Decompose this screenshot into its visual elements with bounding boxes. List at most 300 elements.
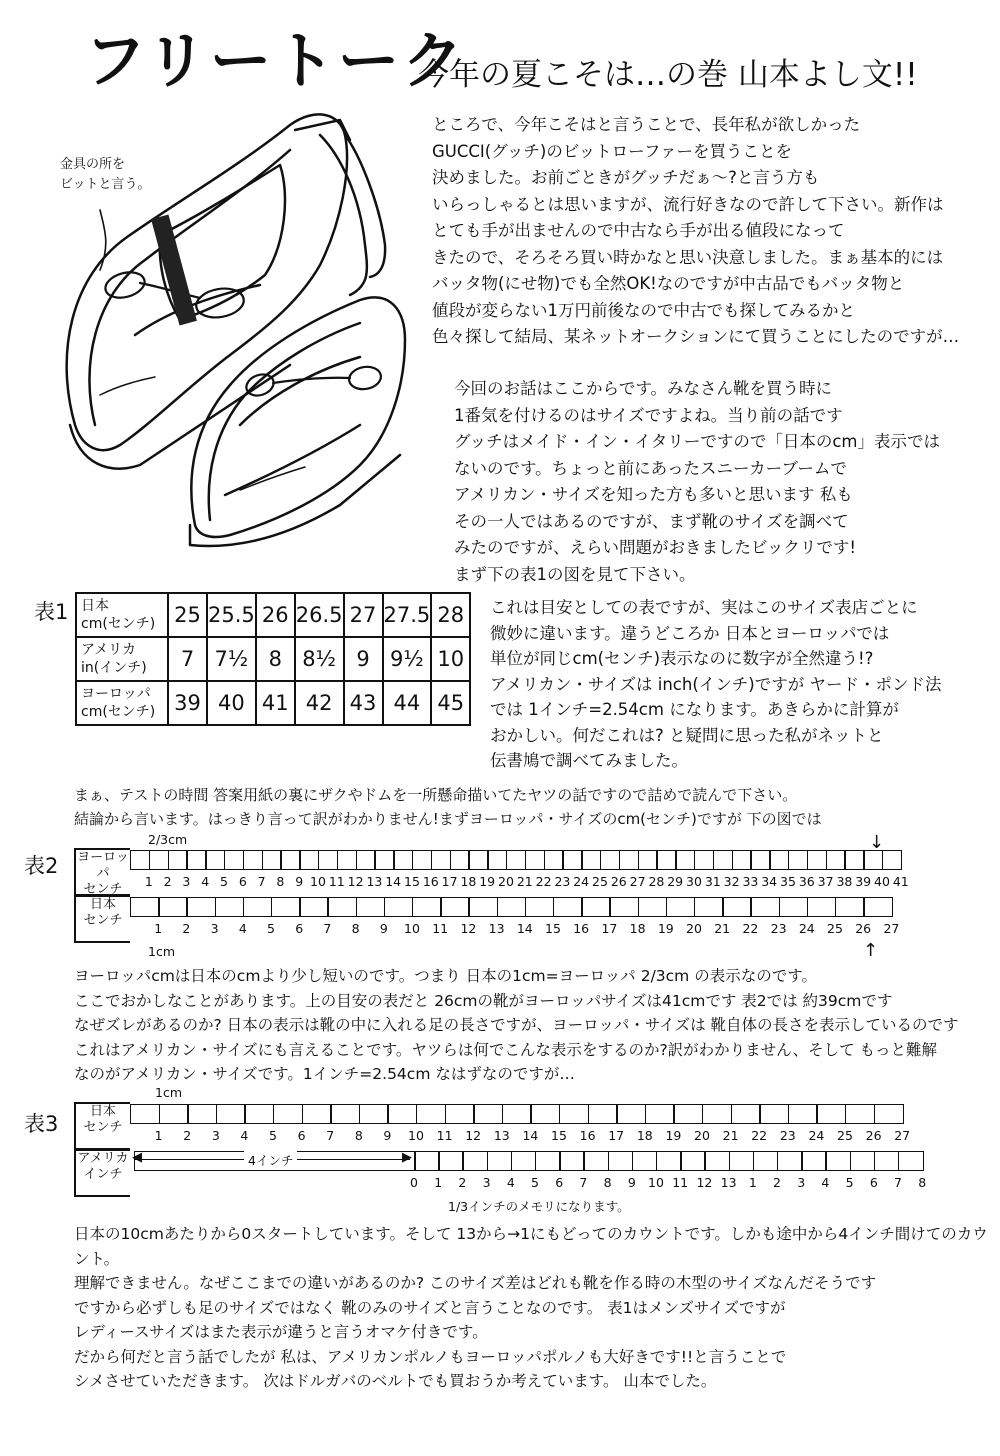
label-line: ヨーロッパ [77,850,129,881]
ruler-tick-label: 7 [326,1128,335,1143]
ruler-tick-label: 13 [488,921,505,936]
ruler-tick-label: 7 [894,1175,902,1190]
size-table [75,592,471,726]
euro-label [74,848,130,896]
ruler-cell [497,897,527,917]
ruler-cell [502,1104,532,1124]
ruler-tick-label: 13 [493,1128,510,1143]
ruler-cell [638,850,658,870]
ruler-cell [788,850,808,870]
ruler-tick-label: 18 [636,1128,653,1143]
ruler-tick-label: 18 [629,921,646,936]
ruler-tick-label: 16 [573,921,590,936]
ruler-tick-label: 3 [482,1175,491,1190]
ruler-cell [158,897,188,917]
row-header-line: 日本 [81,598,109,614]
ruler-tick-label: 24 [798,921,815,936]
ruler-cell [130,897,160,917]
ruler-cell [544,850,564,870]
text-line: 理解できません。なぜここまでの違いがあるのか? このサイズ差はどれも靴を作る時の木型のサイズなんだそうです [74,1274,877,1292]
ruler-tick-label: 20 [498,874,514,889]
text-line: グッチはメイド・イン・イタリーですので「日本のcm」表示では [454,432,940,451]
japan-ruler [130,1102,911,1148]
ruler-cell [874,1104,904,1124]
ruler-cell [588,1104,618,1124]
ruler-tick-label: 15 [404,874,420,889]
ruler-cell [302,1104,332,1124]
ruler-cell [645,1104,675,1124]
ruler-cell [384,897,414,917]
ruler-cell [244,1104,274,1124]
ruler-cell [438,1151,464,1171]
ruler-tick-label: 21 [714,921,731,936]
ruler-cell [722,897,752,917]
table-cell: 9½ [383,637,432,681]
ruler-cell [863,850,883,870]
ruler-cell [731,1104,761,1124]
ruler-tick-label: 21 [516,874,533,889]
text-line: シメさせていただきます。 次はドルガバのベルトでも買おうか考えています。 山本でした。 [74,1372,717,1390]
ruler-cell [356,850,376,870]
table-cell: 8 [256,637,295,681]
ruler-cell [327,897,357,917]
ruler-cell [673,1104,703,1124]
table-cell: 8½ [295,637,344,681]
span-label: 4インチ [244,1151,297,1169]
ruler-cell [750,897,780,917]
ruler-cell [581,850,601,870]
ruler-tick-label: 6 [555,1175,564,1190]
ruler-cell [359,1104,389,1124]
ruler-cell [656,1151,682,1171]
us-ruler-note: 1/3インチのメモリになります。 [448,1199,630,1214]
ruler-cell [769,850,789,870]
ruler-tick-label: 1 [748,1175,757,1190]
ruler-tick-label: 20 [686,921,702,936]
ruler-tick-label: 5 [531,1175,539,1190]
text-line: 値段が変らない1万円前後なので中古でも探してみるかと [432,300,855,320]
ruler-tick-label: 11 [432,921,449,936]
text-line: ヨーロッパcmは日本のcmより少し短いのです。つまり 日本の1cm=ヨーロッパ 2/3cm の表示なのです。 [74,967,817,985]
ruler-tick-label: 23 [554,874,571,889]
ruler-tick-label: 2 [182,921,191,936]
ruler-cell [262,850,282,870]
ruler-cell [511,1151,537,1171]
ruler-tick-label: 4 [240,1128,249,1143]
ruler-cell [702,1104,732,1124]
text-line: その一人ではあるのですが、まず靴のサイズを調べて [454,511,849,531]
ruler-tick-label: 16 [579,1128,596,1143]
ruler-tick-label: 1 [144,874,153,889]
ruler-tick-label: 29 [667,874,684,889]
text-line: だから何だと言う話でしたが 私は、アメリカンポルノもヨーロッパポルノも大好きです!!と言うことで [74,1347,787,1366]
ruler-tick-label: 33 [742,874,759,889]
ruler-tick-label: 6 [869,1175,878,1190]
ruler-cell [619,850,639,870]
ruler-cell [732,850,752,870]
ruler-cell [525,850,545,870]
ruler-cell [356,897,386,917]
table-row [76,593,470,637]
table-cell: 39 [168,681,207,725]
ruler-cell [750,850,770,870]
ruler-tick-label: 9 [379,921,388,936]
ruler-cell [616,1104,646,1124]
us-label [74,1149,130,1197]
ruler-cell [583,1151,609,1171]
text-line: GUCCI(グッチ)のビットローファーを買うことを [432,141,793,161]
ruler-tick-label: 1 [154,1128,163,1143]
ruler-tick-label: 28 [648,874,665,889]
text-line: では 1インチ=2.54cm になります。あきらかに計算が [490,700,899,719]
ruler-tick-label: 25 [592,874,608,889]
ruler-tick-label: 27 [894,1128,911,1143]
text-line: きたので、そろそろ買い時かなと思い決意しました。まぁ基本的には [432,247,944,267]
ruler-tick-label: 5 [845,1175,854,1190]
text-line: ここでおかしなことがあります。上の目安の表だと 26cmの靴がヨーロッパサイズは41cmです 表2では 約39cmです [74,991,893,1010]
ruler-cell [186,897,216,917]
ruler-tick-label: 17 [441,874,458,889]
table-cell: 26 [256,593,295,637]
label-line: センチ [83,913,123,928]
ruler-cell [713,850,733,870]
ruler-cell [535,1151,561,1171]
ruler-tick-label: 8 [351,921,360,936]
ruler-tick-label: 7 [579,1175,588,1190]
ruler-cell [632,1151,658,1171]
table-cell: 25 [168,593,207,637]
ruler-tick-label: 22 [742,921,759,936]
ruler-tick-label: 3 [211,1128,220,1143]
ruler-tick-label: 9 [295,874,304,889]
text-line: 決めました。お前ごときがグッチだぁ〜?と言う方も [432,168,820,187]
ruler-cell [759,1104,789,1124]
ruler-cell [801,1151,827,1171]
label-line: インチ [83,1167,123,1182]
ruler-cell [299,897,329,917]
bit-annotation [60,155,150,195]
text-line: まぁ、テストの時間 答案用紙の裏にザクやドムを一所懸命描いてたヤツの話ですので詰めで読んで下さい。 [74,786,798,804]
ruler-cell [216,1104,246,1124]
ruler-cell [374,850,394,870]
ruler-tick-label: 3 [210,921,219,936]
text-line: とても手が出ませんので中古なら手が出る値段になって [432,221,845,240]
ruler-tick-label: 23 [770,921,787,936]
ruler-tick-label: 31 [704,874,721,889]
annotation-line: 金具の所を [60,157,126,172]
label-line: 日本 [89,1104,116,1119]
ruler-tick-label: 12 [465,1128,482,1143]
table-cell: 40 [207,681,256,725]
ruler-cell [130,1104,160,1124]
ruler-cell [243,850,263,870]
ruler-cell [468,850,488,870]
ruler-cell [416,1104,446,1124]
ruler-tick-label: 15 [545,921,561,936]
intro-paragraph [432,112,959,351]
table-cell: 44 [383,681,432,725]
table2-unit-top: 2/3cm [148,832,188,847]
text-line: バッタ物(にせ物)でも全然OK!なのですが中古品でもバッタ物と [432,274,905,293]
ruler-tick-label: 2 [458,1175,467,1190]
text-line: アメリカン・サイズを知った方も多いと思います 私も [454,485,853,504]
ruler-cell [788,1104,818,1124]
ruler-cell [187,1104,217,1124]
label-line: アメリカ [77,1151,129,1166]
ruler-tick-label: 5 [269,1128,277,1143]
ruler-cell [807,850,827,870]
ruler-tick-label: 13 [366,874,383,889]
label-line: センチ [83,1120,123,1135]
table3-unit-top: 1cm [155,1085,183,1100]
ruler-tick-label: 23 [779,1128,796,1143]
ruler-cell [874,1151,900,1171]
ruler-tick-label: 5 [220,874,228,889]
ruler-tick-label: 20 [694,1128,710,1143]
ruler-cell [318,850,338,870]
ruler-cell [675,850,695,870]
table-cell: 41 [256,681,295,725]
ruler-cell [445,1104,475,1124]
ruler-cell [608,1151,634,1171]
table-cell: 45 [431,681,470,725]
ruler-cell [487,1151,513,1171]
ruler-tick-label: 37 [817,874,834,889]
ruler-cell [159,1104,189,1124]
conclusion-paragraph [74,1222,1000,1394]
ruler-tick-label: 26 [610,874,627,889]
ruler-cell [807,897,837,917]
ruler-tick-label: 7 [323,921,332,936]
ruler-tick-label: 1 [154,921,163,936]
text-line: これはアメリカン・サイズにも言えることです。ヤツらは何でこんな表示をするのか?訳がわかりません、そして もっと難解 [74,1040,938,1059]
table-cell: 27.5 [383,593,432,637]
ruler-cell [704,1151,730,1171]
japan-label [74,895,130,943]
ruler-tick-label: 2 [163,874,172,889]
table-cell: 28 [431,593,470,637]
ruler-tick-label: 2 [183,1128,192,1143]
ruler-cell [559,1104,589,1124]
label-line: 日本 [89,897,116,912]
ruler-cell [562,850,582,870]
ruler-tick-label: 16 [422,874,439,889]
ruler-cell [506,850,526,870]
text-line: 結論から言います。はっきり言って訳がわかりません!まずヨーロッパ・サイズのcm(センチ)ですが 下の図では [74,810,822,828]
table-cell: 9 [344,637,383,681]
ruler-cell [609,897,639,917]
ruler-tick-label: 14 [516,921,533,936]
ruler-cell [656,850,676,870]
ruler-cell [215,897,245,917]
text-line: 1番気を付けるのはサイズですよね。当り前の話です [454,405,843,425]
text-line: いらっしゃるとは思いますが、流行好きなので許して下さい。新作は [432,194,944,214]
text-line: 色々探して結局、某ネットオークションにて買うことにしたのですが… [432,327,960,346]
text-line: 単位が同じcm(センチ)表示なのに数字が全然違う!? [490,649,874,668]
ruler-cell [168,850,188,870]
ruler-tick-label: 24 [573,874,590,889]
ruler-tick-label: 15 [551,1128,567,1143]
ruler-tick-label: 25 [827,921,843,936]
ruler-cell [863,897,893,917]
text-line: ですから必ずしも足のサイズではなく 靴のみのサイズと言うことなのです。 表1はメンズサイズですが [74,1298,786,1317]
ruler-cell [412,897,442,917]
ruler-tick-label: 8 [354,1128,363,1143]
ruler-tick-label: 12 [347,874,364,889]
ruler-tick-label: 38 [836,874,853,889]
ruler-cell [473,1104,503,1124]
ruler-tick-label: 19 [665,1128,682,1143]
text-line: ところで、今年こそはと言うことで、長年私が欲しかった [432,115,861,134]
ruler-cell [826,850,846,870]
ruler-tick-label: 17 [608,1128,625,1143]
row-header [76,637,168,681]
page-title: フリートーク [84,24,466,97]
ruler-tick-label: 34 [761,874,778,889]
row-header [76,593,168,637]
text-line: まず下の表1の図を見て下さい。 [454,564,696,584]
table-cell: 7½ [207,637,256,681]
explanation-middle [74,964,959,1087]
ruler-cell [224,850,244,870]
ruler-tick-label: 24 [808,1128,825,1143]
ruler-tick-label: 12 [460,921,477,936]
ruler-cell [280,850,300,870]
ruler-cell [130,850,150,870]
ruler-tick-label: 11 [436,1128,453,1143]
row-header-line: ヨーロッパ [81,686,151,702]
ruler-cell [694,897,724,917]
table-cell: 25.5 [207,593,256,637]
four-inch-span: ◀ ▶ 4インチ [132,1150,412,1168]
ruler-tick-label: 10 [310,874,326,889]
ruler-tick-label: 0 [410,1175,418,1190]
ruler-cell [835,897,865,917]
ruler-tick-label: 27 [629,874,646,889]
arrow-up-icon: ↑ [863,940,879,961]
ruler-tick-label: 8 [918,1175,927,1190]
ruler-tick-label: 13 [720,1175,737,1190]
text-line: 伝書鳩で調べてみました。 [490,751,688,770]
label-line: センチ [83,882,123,897]
text-line: なのがアメリカン・サイズです。1インチ=2.54cm なはずなのですが… [74,1065,575,1083]
japan-label [74,1102,130,1150]
ruler-cell [525,897,555,917]
ruler-cell [680,1151,706,1171]
ruler-tick-label: 14 [385,874,402,889]
ruler-cell [468,897,498,917]
table-row [76,681,470,725]
ruler-tick-label: 19 [657,921,674,936]
ruler-cell [440,897,470,917]
ruler-cell [299,850,319,870]
ruler-cell [694,850,714,870]
table1-note [490,595,941,774]
ruler-tick-label: 1 [434,1175,443,1190]
ruler-cell [149,850,169,870]
ruler-cell [825,1151,851,1171]
text-line: ないのです。ちょっと前にあったスニーカーブームで [454,458,847,478]
ruler-tick-label: 4 [238,921,247,936]
ruler-tick-label: 10 [408,1128,424,1143]
ruler-cell [186,850,206,870]
text-line: レディースサイズはまた表示が違うと言うオマケ付きです。 [74,1323,488,1341]
ruler-tick-label: 39 [855,874,872,889]
ruler-tick-label: 9 [627,1175,636,1190]
ruler-cell [898,1151,924,1171]
ruler-cell [387,1104,417,1124]
ruler-tick-label: 8 [276,874,285,889]
ruler-tick-label: 14 [522,1128,539,1143]
table-cell: 10 [431,637,470,681]
ruler-tick-label: 11 [672,1175,689,1190]
text-line: みたのですが、えらい問題がおきましたビックリです! [454,538,856,557]
ruler-tick-label: 22 [535,874,552,889]
ruler-tick-label: 35 [780,874,796,889]
row-header-line: cm(センチ) [81,616,156,632]
ruler-tick-label: 21 [722,1128,739,1143]
row-header-line: cm(センチ) [81,704,156,720]
arrow-down-icon: ↓ [869,832,885,853]
table-cell: 26.5 [295,593,344,637]
ruler-cell [729,1151,755,1171]
text-line: 今回のお話はここからです。みなさん靴を買う時に [454,379,833,398]
ruler-tick-label: 26 [855,921,872,936]
ruler-cell [844,850,864,870]
ruler-cell [462,1151,488,1171]
ruler-tick-label: 4 [821,1175,830,1190]
explanation-top [74,783,822,831]
ruler-tick-label: 4 [506,1175,515,1190]
ruler-tick-label: 10 [404,921,420,936]
ruler-tick-label: 2 [773,1175,781,1190]
row-header-line: in(インチ) [81,660,147,676]
ruler-cell [666,897,696,917]
ruler-cell [450,850,470,870]
ruler-tick-label: 17 [601,921,618,936]
main-paragraph [454,376,940,588]
row-header [76,681,168,725]
ruler-tick-label: 10 [648,1175,664,1190]
ruler-cell [816,1104,846,1124]
ruler-cell [330,1104,360,1124]
ruler-cell [530,1104,560,1124]
annotation-line: ビットと言う。 [60,177,151,192]
ruler-tick-label: 22 [751,1128,768,1143]
ruler-cell [337,850,357,870]
ruler-cell [487,850,507,870]
ruler-cell [243,897,273,917]
ruler-tick-label: 3 [797,1175,806,1190]
ruler-cell [845,1104,875,1124]
ruler-tick-label: 11 [328,874,345,889]
ruler-tick-label: 25 [837,1128,853,1143]
ruler-cell [412,850,432,870]
text-line: 微妙に違います。違うどころか 日本とヨーロッパでは [490,623,890,643]
ruler-cell [273,1104,303,1124]
ruler-tick-label: 6 [238,874,247,889]
euro-ruler [130,848,912,894]
ruler-cell [638,897,668,917]
ruler-tick-label: 12 [696,1175,713,1190]
ruler-tick-label: 32 [723,874,740,889]
table3-label: 表3 [24,1112,59,1136]
ruler-tick-label: 26 [865,1128,882,1143]
ruler-cell [779,897,809,917]
ruler-tick-label: 41 [892,874,909,889]
ruler-cell [600,850,620,870]
ruler-tick-label: 19 [479,874,496,889]
